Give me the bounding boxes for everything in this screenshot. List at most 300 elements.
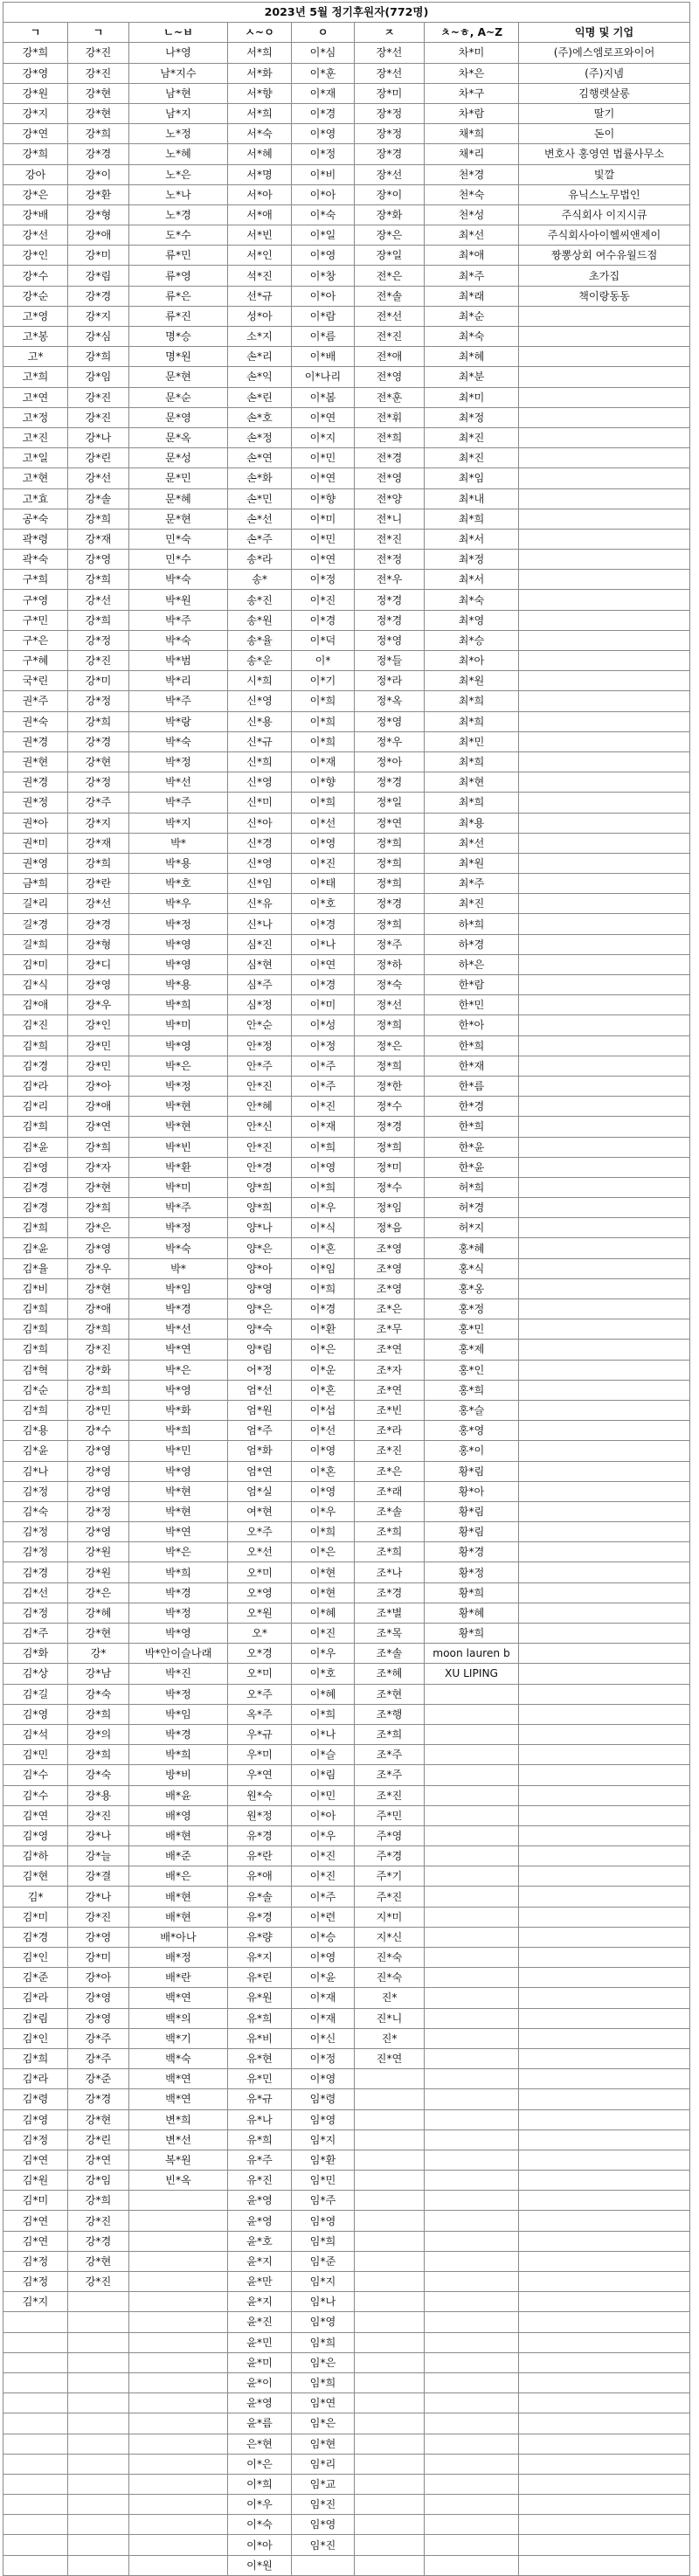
table-cell bbox=[519, 975, 690, 995]
table-cell: 박*영 bbox=[129, 934, 228, 954]
table-cell: 강*희 bbox=[68, 1319, 129, 1340]
table-cell: 조*주 bbox=[355, 1745, 425, 1765]
table-cell: 박*지 bbox=[129, 813, 228, 833]
table-cell: 김*경 bbox=[3, 1562, 68, 1582]
table-cell bbox=[425, 2495, 519, 2515]
table-cell: 강*나 bbox=[68, 427, 129, 447]
table-cell: 송*라 bbox=[228, 550, 292, 570]
table-cell: 강*현 bbox=[68, 83, 129, 103]
table-cell: 김*영 bbox=[3, 1825, 68, 1845]
table-cell: 장*선 bbox=[355, 63, 425, 83]
table-row bbox=[3, 954, 690, 974]
table-cell bbox=[519, 995, 690, 1015]
table-cell bbox=[425, 1684, 519, 1704]
table-cell: 이*희 bbox=[292, 691, 355, 711]
table-cell: 박*용 bbox=[129, 975, 228, 995]
table-cell: 강*은 bbox=[68, 1582, 129, 1603]
table-cell: 김* bbox=[3, 1887, 68, 1907]
table-cell: 이*주 bbox=[292, 1887, 355, 1907]
table-cell bbox=[519, 1948, 690, 1968]
table-row bbox=[3, 874, 690, 894]
table-cell: 어*정 bbox=[228, 1360, 292, 1380]
table-cell: 이*희 bbox=[292, 793, 355, 813]
table-cell: 최*주 bbox=[425, 266, 519, 286]
table-cell bbox=[519, 2129, 690, 2150]
table-cell: 박*경 bbox=[129, 1724, 228, 1744]
table-cell bbox=[519, 2474, 690, 2494]
table-cell: 심*현 bbox=[228, 954, 292, 974]
table-cell bbox=[425, 1968, 519, 1988]
table-cell bbox=[425, 2231, 519, 2251]
table-cell: 권*주 bbox=[3, 691, 68, 711]
table-cell bbox=[519, 347, 690, 367]
table-cell: 황*희 bbox=[425, 1582, 519, 1603]
table-cell: 김*정 bbox=[3, 1603, 68, 1623]
table-cell: 정*들 bbox=[355, 651, 425, 671]
table-cell: 정*선 bbox=[355, 995, 425, 1015]
table-cell: 짱뽕상회 여수유월드점 bbox=[519, 246, 690, 266]
table-cell: 박* bbox=[129, 833, 228, 853]
table-row bbox=[3, 448, 690, 468]
table-cell bbox=[519, 550, 690, 570]
table-cell: 백*숙 bbox=[129, 2048, 228, 2068]
table-cell bbox=[519, 1664, 690, 1684]
table-cell: 김*희 bbox=[3, 1340, 68, 1360]
table-cell: 빈*옥 bbox=[129, 2171, 228, 2191]
table-row bbox=[3, 529, 690, 549]
column-header: ㅅ~ㅇ bbox=[228, 23, 292, 43]
table-cell: 노*은 bbox=[129, 164, 228, 184]
table-cell: 이*섭 bbox=[292, 1400, 355, 1420]
table-cell bbox=[519, 306, 690, 326]
table-cell: 이*주 bbox=[292, 1056, 355, 1076]
table-cell bbox=[68, 2454, 129, 2474]
table-cell: 강*희 bbox=[68, 1380, 129, 1400]
table-row bbox=[3, 2515, 690, 2535]
table-cell bbox=[519, 1035, 690, 1056]
table-cell bbox=[519, 813, 690, 833]
table-cell bbox=[519, 2069, 690, 2089]
table-cell bbox=[129, 2555, 228, 2575]
table-cell: 강*민 bbox=[68, 1035, 129, 1056]
table-cell: 고*진 bbox=[3, 427, 68, 447]
table-cell: 문*옥 bbox=[129, 427, 228, 447]
table-cell: 박*영 bbox=[129, 954, 228, 974]
table-cell: 원*정 bbox=[228, 1805, 292, 1825]
table-cell: 방*비 bbox=[129, 1765, 228, 1785]
table-cell: 이*아 bbox=[292, 1805, 355, 1825]
table-cell: 박*랑 bbox=[129, 711, 228, 731]
table-cell: 정*숙 bbox=[355, 975, 425, 995]
table-cell: 전*진 bbox=[355, 327, 425, 347]
table-cell: 김*윤 bbox=[3, 1441, 68, 1461]
table-cell: 진* bbox=[355, 1988, 425, 2008]
table-cell bbox=[519, 1056, 690, 1076]
table-cell: 한*재 bbox=[425, 1056, 519, 1076]
table-cell: 임*은 bbox=[292, 2413, 355, 2434]
table-cell: 이*진 bbox=[292, 1866, 355, 1887]
table-cell: 이*아 bbox=[292, 286, 355, 306]
table-cell: 홍*슬 bbox=[425, 1400, 519, 1420]
table-cell: (주)지넴 bbox=[519, 63, 690, 83]
table-cell: 강*현 bbox=[68, 1278, 129, 1298]
table-cell: 강*솔 bbox=[68, 488, 129, 509]
table-title: 2023년 5월 정기후원자(772명) bbox=[3, 3, 690, 23]
table-cell: 신*규 bbox=[228, 731, 292, 751]
table-row bbox=[3, 1785, 690, 1805]
table-row bbox=[3, 2495, 690, 2515]
table-cell: 정*우 bbox=[355, 731, 425, 751]
table-cell: 서*아 bbox=[228, 184, 292, 204]
table-cell: 황*경 bbox=[425, 1542, 519, 1562]
table-cell: 김*석 bbox=[3, 1724, 68, 1744]
table-cell: 김*미 bbox=[3, 1907, 68, 1927]
table-row bbox=[3, 1177, 690, 1197]
table-cell: 김*나 bbox=[3, 1461, 68, 1481]
table-cell: 유*주 bbox=[228, 2150, 292, 2170]
table-cell bbox=[3, 2413, 68, 2434]
table-cell: 이*신 bbox=[292, 2028, 355, 2048]
table-cell: 조*나 bbox=[355, 1562, 425, 1582]
table-cell: 황*림 bbox=[425, 1522, 519, 1542]
table-cell: 조*은 bbox=[355, 1299, 425, 1319]
table-cell: 박*원 bbox=[129, 590, 228, 610]
table-cell: 문*성 bbox=[129, 448, 228, 468]
table-cell bbox=[519, 1562, 690, 1582]
table-cell: 이*희 bbox=[228, 2474, 292, 2494]
table-cell bbox=[425, 2555, 519, 2575]
table-cell: 진*연 bbox=[355, 2048, 425, 2068]
table-cell: 석*진 bbox=[228, 266, 292, 286]
table-row bbox=[3, 1400, 690, 1420]
table-cell: 양*희 bbox=[228, 1198, 292, 1218]
table-cell: 이*윤 bbox=[292, 1968, 355, 1988]
table-cell: 최*애 bbox=[425, 246, 519, 266]
table-cell: 김행렛살롱 bbox=[519, 83, 690, 103]
table-row bbox=[3, 184, 690, 204]
table-cell: 박*안이슬나래 bbox=[129, 1644, 228, 1664]
table-cell: 채*리 bbox=[425, 144, 519, 164]
table-cell bbox=[519, 1137, 690, 1157]
table-cell: 최*서 bbox=[425, 529, 519, 549]
table-row bbox=[3, 266, 690, 286]
table-cell bbox=[519, 1421, 690, 1441]
table-cell: 박*빈 bbox=[129, 1137, 228, 1157]
table-cell: 엄*주 bbox=[228, 1421, 292, 1441]
table-cell: XU LIPING bbox=[425, 1664, 519, 1684]
table-cell: 박*연 bbox=[129, 1340, 228, 1360]
table-cell: 배*윤 bbox=[129, 1785, 228, 1805]
table-cell: 정*하 bbox=[355, 954, 425, 974]
table-cell: 최*희 bbox=[425, 509, 519, 529]
table-cell: 박*민 bbox=[129, 1441, 228, 1461]
table-cell: 이*향 bbox=[292, 772, 355, 793]
table-cell: 강*남 bbox=[68, 1664, 129, 1684]
table-cell: 강*원 bbox=[3, 83, 68, 103]
table-cell: 김*미 bbox=[3, 954, 68, 974]
table-cell: 조*영 bbox=[355, 1258, 425, 1278]
table-cell: 김*경 bbox=[3, 1198, 68, 1218]
table-cell: 손*화 bbox=[228, 468, 292, 488]
table-cell: 김*정 bbox=[3, 2251, 68, 2271]
table-cell: 최*임 bbox=[425, 468, 519, 488]
table-cell: 조*진 bbox=[355, 1441, 425, 1461]
table-cell: 강*이 bbox=[68, 164, 129, 184]
table-cell: 류*은 bbox=[129, 286, 228, 306]
table-cell: 오*주 bbox=[228, 1684, 292, 1704]
table-cell: 이*일 bbox=[292, 225, 355, 246]
table-cell: 강*현 bbox=[68, 2109, 129, 2129]
table-cell: 강*민 bbox=[68, 1056, 129, 1076]
table-cell: 천*성 bbox=[425, 204, 519, 225]
table-cell: 이*운 bbox=[292, 1360, 355, 1380]
table-cell: 길*경 bbox=[3, 914, 68, 934]
table-cell: 김*비 bbox=[3, 1278, 68, 1298]
table-cell: 이*미 bbox=[292, 509, 355, 529]
table-cell: 이*원 bbox=[228, 2555, 292, 2575]
table-cell bbox=[129, 2535, 228, 2555]
table-cell: 문*순 bbox=[129, 387, 228, 407]
table-cell: 홍*혜 bbox=[425, 1238, 519, 1258]
table-cell bbox=[129, 2332, 228, 2352]
table-cell: 임*영 bbox=[292, 2211, 355, 2231]
table-row bbox=[3, 2048, 690, 2068]
table-cell bbox=[519, 1724, 690, 1744]
table-cell bbox=[519, 1299, 690, 1319]
table-cell: 안*진 bbox=[228, 1076, 292, 1096]
table-cell bbox=[519, 2515, 690, 2535]
table-cell: 손*리 bbox=[228, 347, 292, 367]
table-row bbox=[3, 2211, 690, 2231]
table-cell: 한*윤 bbox=[425, 1157, 519, 1177]
table-cell: 박*숙 bbox=[129, 630, 228, 650]
table-cell bbox=[519, 1988, 690, 2008]
table-cell: 강*희 bbox=[68, 347, 129, 367]
table-cell: 박*연 bbox=[129, 1522, 228, 1542]
table-cell bbox=[425, 2109, 519, 2129]
table-cell: 지*신 bbox=[355, 1927, 425, 1947]
table-cell: 박*선 bbox=[129, 1319, 228, 1340]
table-cell: 임*영 bbox=[292, 2109, 355, 2129]
table-cell bbox=[519, 1704, 690, 1724]
table-cell: 이*덕 bbox=[292, 630, 355, 650]
table-cell: 하*희 bbox=[425, 914, 519, 934]
table-cell: 김*연 bbox=[3, 2150, 68, 2170]
table-row bbox=[3, 1076, 690, 1096]
table-cell: 유*린 bbox=[228, 1968, 292, 1988]
table-cell: 차*람 bbox=[425, 103, 519, 123]
table-cell bbox=[355, 2413, 425, 2434]
table-cell: 조*진 bbox=[355, 1785, 425, 1805]
table-cell: 임*희 bbox=[292, 2372, 355, 2392]
table-cell: 강*애 bbox=[68, 1097, 129, 1117]
table-cell: 권*경 bbox=[3, 772, 68, 793]
column-header: ㅊ~ㅎ, A~Z bbox=[425, 23, 519, 43]
table-cell: 심*주 bbox=[228, 975, 292, 995]
table-row bbox=[3, 2332, 690, 2352]
table-cell: 강*은 bbox=[68, 1218, 129, 1238]
table-cell: 김*준 bbox=[3, 1968, 68, 1988]
table-cell: 노*정 bbox=[129, 124, 228, 144]
table-cell: 나*영 bbox=[129, 43, 228, 63]
table-cell: 강*희 bbox=[68, 509, 129, 529]
table-cell bbox=[519, 2150, 690, 2170]
table-cell: 김*인 bbox=[3, 2028, 68, 2048]
table-cell: 돈이 bbox=[519, 124, 690, 144]
column-header: 익명 및 기업 bbox=[519, 23, 690, 43]
table-cell: 송*진 bbox=[228, 590, 292, 610]
table-cell: 주*기 bbox=[355, 1866, 425, 1887]
table-cell: 임*환 bbox=[292, 2150, 355, 2170]
table-cell: 엄*선 bbox=[228, 1380, 292, 1400]
table-cell: 임*리 bbox=[292, 2454, 355, 2474]
table-cell: 고*연 bbox=[3, 387, 68, 407]
table-cell: 강*인 bbox=[3, 246, 68, 266]
table-cell bbox=[355, 2372, 425, 2392]
table-cell: 김*민 bbox=[3, 1745, 68, 1765]
table-row bbox=[3, 225, 690, 246]
table-cell: 엄*화 bbox=[228, 1441, 292, 1461]
table-row bbox=[3, 204, 690, 225]
donor-table bbox=[3, 2, 690, 2576]
table-cell: 정*희 bbox=[355, 853, 425, 873]
table-row bbox=[3, 164, 690, 184]
table-row bbox=[3, 103, 690, 123]
table-cell bbox=[519, 853, 690, 873]
table-cell bbox=[425, 2171, 519, 2191]
table-cell: 양*은 bbox=[228, 1238, 292, 1258]
table-cell: 강*지 bbox=[68, 306, 129, 326]
table-cell: 이*성 bbox=[292, 1015, 355, 1035]
table-row bbox=[3, 306, 690, 326]
table-cell: 강아 bbox=[3, 164, 68, 184]
table-cell: 신*영 bbox=[228, 772, 292, 793]
table-row bbox=[3, 1582, 690, 1603]
table-cell: 양*나 bbox=[228, 1218, 292, 1238]
table-cell bbox=[519, 2272, 690, 2292]
table-cell bbox=[519, 2292, 690, 2312]
table-cell bbox=[519, 1097, 690, 1117]
table-cell bbox=[129, 2474, 228, 2494]
table-cell: 박*희 bbox=[129, 1421, 228, 1441]
table-cell: 최*승 bbox=[425, 630, 519, 650]
table-cell: 신*영 bbox=[228, 691, 292, 711]
table-cell: 김*율 bbox=[3, 1258, 68, 1278]
table-row bbox=[3, 711, 690, 731]
table-cell bbox=[425, 2191, 519, 2211]
table-cell bbox=[519, 1157, 690, 1177]
table-cell: 황*혜 bbox=[425, 1603, 519, 1623]
table-cell bbox=[129, 2372, 228, 2392]
table-cell: 이*경 bbox=[292, 103, 355, 123]
table-cell bbox=[519, 387, 690, 407]
table-cell: 강*진 bbox=[68, 63, 129, 83]
table-cell: 권*영 bbox=[3, 853, 68, 873]
table-cell: 권*미 bbox=[3, 833, 68, 853]
table-cell bbox=[68, 2352, 129, 2372]
table-cell bbox=[425, 2434, 519, 2454]
table-row bbox=[3, 2434, 690, 2454]
table-cell: 장*정 bbox=[355, 103, 425, 123]
table-cell: 김*희 bbox=[3, 1035, 68, 1056]
table-row bbox=[3, 1056, 690, 1076]
table-cell: 주식회사 이지시큐 bbox=[519, 204, 690, 225]
table-cell: 정*연 bbox=[355, 813, 425, 833]
table-cell: 조*솔 bbox=[355, 1644, 425, 1664]
table-cell: 강*정 bbox=[68, 630, 129, 650]
table-cell: 엄*실 bbox=[228, 1481, 292, 1501]
table-cell: 이*영 bbox=[292, 124, 355, 144]
table-cell: 이*민 bbox=[292, 1785, 355, 1805]
table-cell: 강*선 bbox=[68, 468, 129, 488]
table-cell bbox=[425, 2312, 519, 2332]
table-cell: 윤*이 bbox=[228, 2372, 292, 2392]
table-cell: 양*희 bbox=[228, 1177, 292, 1197]
table-cell: 이*련 bbox=[292, 1907, 355, 1927]
table-cell: 강*형 bbox=[68, 204, 129, 225]
table-cell: 임*희 bbox=[292, 2231, 355, 2251]
table-cell: 최*희 bbox=[425, 691, 519, 711]
table-cell bbox=[3, 2393, 68, 2413]
table-cell: 김*선 bbox=[3, 1582, 68, 1603]
table-cell: 민*수 bbox=[129, 550, 228, 570]
table-cell: 강*영 bbox=[68, 1238, 129, 1258]
table-cell: 고*일 bbox=[3, 448, 68, 468]
table-cell: 강*나 bbox=[68, 1825, 129, 1845]
table-cell bbox=[519, 1340, 690, 1360]
table-cell: 오*영 bbox=[228, 1582, 292, 1603]
table-cell: 최*내 bbox=[425, 488, 519, 509]
table-cell: 류*민 bbox=[129, 246, 228, 266]
table-row bbox=[3, 1340, 690, 1360]
table-cell: 김*지 bbox=[3, 2292, 68, 2312]
table-cell: 박*영 bbox=[129, 1461, 228, 1481]
table-cell: 김*상 bbox=[3, 1664, 68, 1684]
table-cell: 강*희 bbox=[68, 1745, 129, 1765]
table-cell: 김*길 bbox=[3, 1684, 68, 1704]
table-row bbox=[3, 1907, 690, 1927]
table-cell: 정*희 bbox=[355, 874, 425, 894]
table-cell: 옥*주 bbox=[228, 1704, 292, 1724]
table-cell: 전*영 bbox=[355, 468, 425, 488]
table-cell: 권*경 bbox=[3, 731, 68, 751]
table-cell: 홍*인 bbox=[425, 1360, 519, 1380]
table-cell bbox=[355, 2272, 425, 2292]
table-cell bbox=[519, 914, 690, 934]
table-row bbox=[3, 387, 690, 407]
table-cell: 한*민 bbox=[425, 995, 519, 1015]
table-cell: 금*희 bbox=[3, 874, 68, 894]
table-cell: 이*비 bbox=[292, 164, 355, 184]
table-cell bbox=[425, 2352, 519, 2372]
table-cell: 이*은 bbox=[228, 2454, 292, 2474]
table-cell: 류*진 bbox=[129, 306, 228, 326]
table-cell bbox=[129, 2454, 228, 2474]
table-cell: 허*경 bbox=[425, 1198, 519, 1218]
table-cell bbox=[355, 2495, 425, 2515]
table-cell: 이*나 bbox=[292, 934, 355, 954]
table-cell bbox=[68, 2555, 129, 2575]
table-cell: 김*연 bbox=[3, 1805, 68, 1825]
table-cell: 이*배 bbox=[292, 347, 355, 367]
table-cell: 전*우 bbox=[355, 570, 425, 590]
table-cell: 이*혼 bbox=[292, 1461, 355, 1481]
table-cell: 이*민 bbox=[292, 448, 355, 468]
table-cell: 김*주 bbox=[3, 1624, 68, 1644]
table-cell: 박*숙 bbox=[129, 570, 228, 590]
table-cell: 전*진 bbox=[355, 529, 425, 549]
table-cell: 황*희 bbox=[425, 1624, 519, 1644]
